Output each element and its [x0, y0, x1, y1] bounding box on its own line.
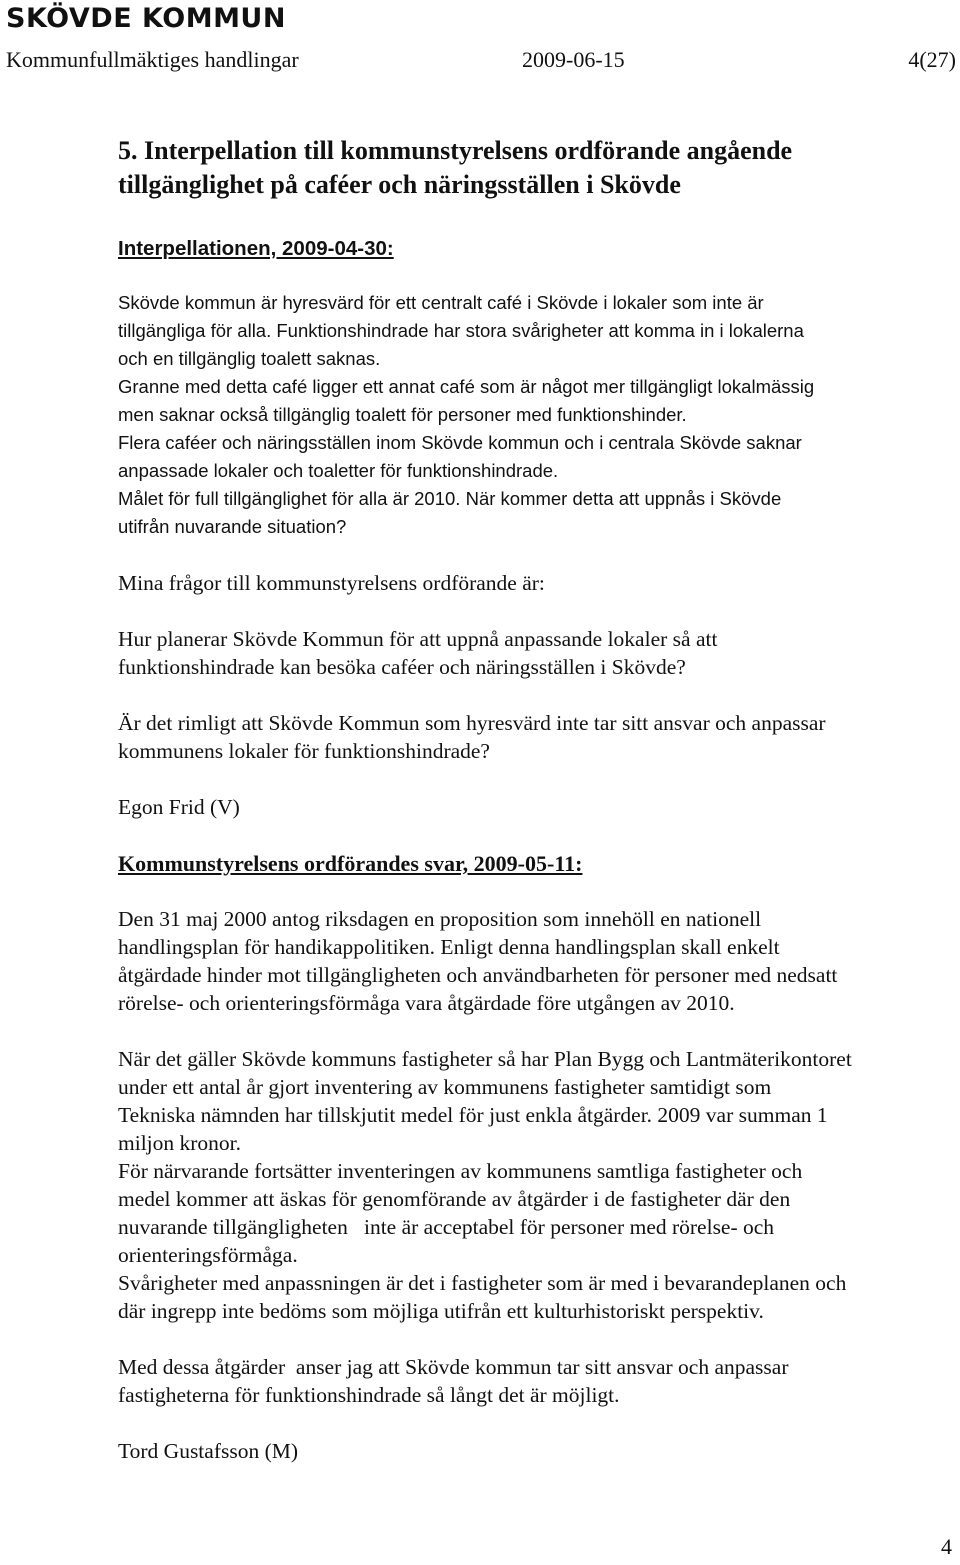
text-line: men saknar också tillgänglig toalett för personer med funktionshinder.	[118, 404, 687, 425]
answer-paragraph	[118, 1269, 948, 1325]
text-line: kommunens lokaler för funktionshindrade?	[118, 739, 490, 763]
text-line: Flera caféer och näringsställen inom Skövde kommun och i centrala Skövde saknar	[118, 432, 802, 453]
text-line: utifrån nuvarande situation?	[118, 516, 347, 537]
text-line: fastigheterna för funktionshindrade så långt det är möjligt.	[118, 1383, 620, 1407]
answer-heading: Kommunstyrelsens ordförandes svar, 2009-05-11:	[118, 851, 583, 876]
text-line: Den 31 maj 2000 antog riksdagen en proposition som innehöll en nationell	[118, 907, 762, 931]
interpellation-paragraph	[118, 373, 948, 429]
text-line: För närvarande fortsätter inventeringen av kommunens samtliga fastigheter och	[118, 1159, 803, 1183]
interpellation-paragraph	[118, 485, 948, 541]
text-line: Hur planerar Skövde Kommun för att uppnå anpassande lokaler så att	[118, 627, 718, 651]
text-line: Granne med detta café ligger ett annat café som är något mer tillgängligt lokalmässig	[118, 376, 815, 397]
text-line: medel kommer att äskas för genomförande av åtgärder i de fastigheter där den	[118, 1187, 791, 1211]
text-line: rörelse- och orienteringsförmåga vara åtgärdade före utgången av 2010.	[118, 991, 735, 1015]
question-1	[118, 625, 948, 681]
interpellation-subheading: Interpellationen, 2009-04-30:	[118, 237, 394, 260]
answer-paragraph	[118, 1353, 948, 1409]
interpellation-signature: Egon Frid (V)	[118, 795, 240, 819]
interpellation-paragraph	[118, 289, 948, 373]
interpellation-paragraph	[118, 429, 948, 485]
text-line: Är det rimligt att Skövde Kommun som hyresvärd inte tar sitt ansvar och anpassar	[118, 711, 826, 735]
text-line: åtgärdade hinder mot tillgängligheten och användbarheten för personer med nedsatt	[118, 963, 838, 987]
text-line: Skövde kommun är hyresvärd för ett centralt café i Skövde i lokaler som inte är	[118, 292, 764, 313]
text-line: och en tillgänglig toalett saknas.	[118, 348, 381, 369]
text-line: Tekniska nämnden har tillskjutit medel för just enkla åtgärder. 2009 var summan 1	[118, 1103, 828, 1127]
section-heading	[118, 134, 948, 202]
text-line: orienteringsförmåga.	[118, 1243, 298, 1267]
text-line: miljon kronor.	[118, 1131, 242, 1155]
document-header	[6, 45, 956, 75]
answer-paragraph	[118, 905, 948, 1017]
text-line: anpassade lokaler och toaletter för funktionshindrade.	[118, 460, 559, 481]
section-heading-line: tillgänglighet på caféer och näringsställen i Skövde	[118, 170, 681, 199]
header-date: 2009-06-15	[522, 47, 625, 72]
text-line: handlingsplan för handikappolitiken. Enligt denna handlingsplan skall enkelt	[118, 935, 780, 959]
text-line: där ingrepp inte bedöms som möjliga utifrån ett kulturhistoriskt perspektiv.	[118, 1299, 764, 1323]
text-line: under ett antal år gjort inventering av kommunens fastigheter samtidigt som	[118, 1075, 772, 1099]
header-title: Kommunfullmäktiges handlingar	[6, 47, 299, 72]
answer-paragraph	[118, 1045, 948, 1157]
questions-intro: Mina frågor till kommunstyrelsens ordförande är:	[118, 571, 545, 595]
text-line: När det gäller Skövde kommuns fastigheter så har Plan Bygg och Lantmäterikontoret	[118, 1047, 852, 1071]
answer-paragraph	[118, 1157, 948, 1269]
skovde-kommun-logo: SKÖVDE KOMMUN	[6, 3, 286, 34]
header-page-count: 4(27)	[908, 47, 956, 72]
text-line: Med dessa åtgärder anser jag att Skövde kommun tar sitt ansvar och anpassar	[118, 1355, 789, 1379]
section-heading-line: 5. Interpellation till kommunstyrelsens ordförande angående	[118, 136, 793, 165]
text-line: Målet för full tillgänglighet för alla är 2010. När kommer detta att uppnås i Skövde	[118, 488, 782, 509]
text-line: nuvarande tillgängligheten inte är acceptabel för personer med rörelse- och	[118, 1215, 775, 1239]
answer-signature: Tord Gustafsson (M)	[118, 1439, 299, 1463]
text-line: Svårigheter med anpassningen är det i fastigheter som är med i bevarandeplanen och	[118, 1271, 847, 1295]
text-line: funktionshindrade kan besöka caféer och näringsställen i Skövde?	[118, 655, 686, 679]
question-2	[118, 709, 948, 765]
footer-page-number: 4	[941, 1534, 952, 1559]
text-line: tillgängliga för alla. Funktionshindrade har stora svårigheter att komma in i lokalerna	[118, 320, 804, 341]
